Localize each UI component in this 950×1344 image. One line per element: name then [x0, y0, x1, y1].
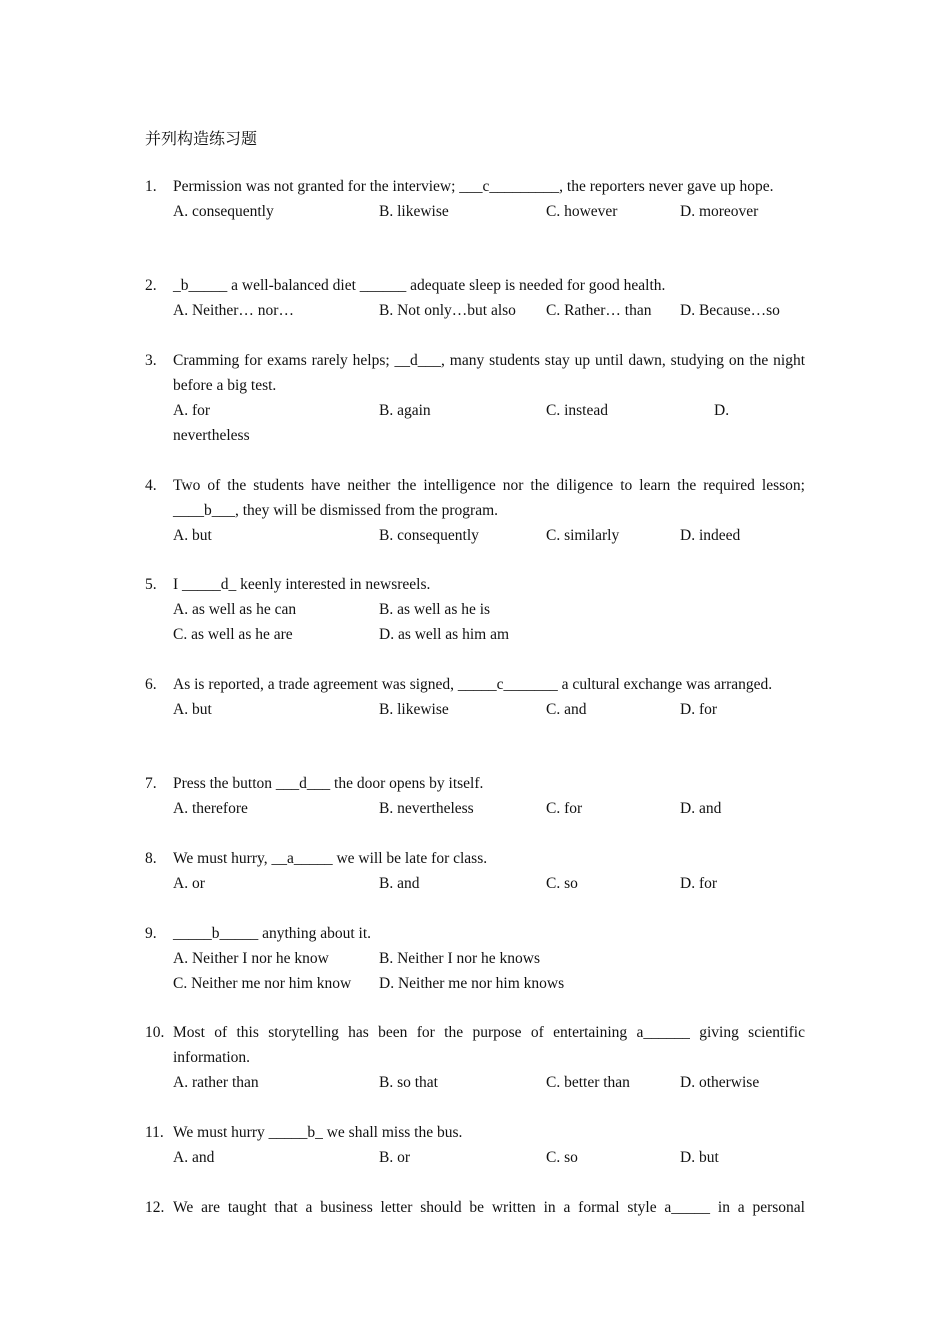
- question-number: 5.: [145, 576, 157, 593]
- question-number: 3.: [145, 352, 157, 369]
- option-a: A. or: [173, 875, 205, 892]
- question-stem: Permission was not granted for the interview; ___c_________, the reporters never gave up hope.: [173, 178, 774, 195]
- options-row: [173, 523, 805, 548]
- question-8: [145, 846, 805, 896]
- option-c: C. instead: [546, 402, 608, 419]
- question-number: 2.: [145, 277, 157, 294]
- question-number: 8.: [145, 850, 157, 867]
- option-b: B. or: [379, 1149, 410, 1166]
- option-b: B. again: [379, 402, 431, 419]
- question-number: 9.: [145, 925, 157, 942]
- option-c: C. so: [546, 1149, 578, 1166]
- option-a: A. Neither I nor he know: [173, 950, 329, 967]
- option-b: B. consequently: [379, 527, 479, 544]
- options-row: [173, 971, 805, 996]
- option-d: D. Because…so: [680, 302, 780, 319]
- option-d: D. otherwise: [680, 1074, 760, 1091]
- options-row: [173, 597, 805, 622]
- option-a: A. therefore: [173, 800, 248, 817]
- question-11: [145, 1120, 805, 1170]
- option-c: C. better than: [546, 1074, 630, 1091]
- option-c: C. however: [546, 203, 618, 220]
- option-a: A. Neither… nor…: [173, 302, 294, 319]
- option-d: D. moreover: [680, 203, 759, 220]
- options-row: [173, 298, 805, 323]
- question-number: 6.: [145, 676, 157, 693]
- option-c: C. Rather… than: [546, 302, 652, 319]
- option-b: B. as well as he is: [379, 601, 491, 618]
- option-d: D. for: [680, 875, 718, 892]
- question-10: [145, 1020, 805, 1095]
- question-number: 10.: [145, 1024, 165, 1041]
- question-stem: We must hurry _____b_ we shall miss the bus.: [173, 1124, 463, 1141]
- option-a: A. but: [173, 701, 212, 718]
- option-a: A. for: [173, 402, 211, 419]
- question-stem: _____b_____ anything about it.: [173, 925, 372, 942]
- question-stem: Most of this storytelling has been for the purpose of entertaining a______ giving scientific information.: [173, 1024, 805, 1066]
- options-row: [173, 796, 805, 821]
- question-number: 4.: [145, 477, 157, 494]
- question-stem: Two of the students have neither the intelligence nor the diligence to learn the required lesson; ____b___, they will be dismissed from the program.: [173, 477, 805, 519]
- question-stem: Press the button ___d___ the door opens by itself.: [173, 775, 484, 792]
- options-row: [173, 946, 805, 971]
- option-d: D. as well as him am: [379, 626, 510, 643]
- options-row: [173, 199, 805, 224]
- question-12: [145, 1195, 805, 1220]
- page-title: 并列构造练习题: [145, 131, 258, 148]
- option-a: A. but: [173, 527, 212, 544]
- question-2: [145, 273, 805, 323]
- question-1: [145, 174, 805, 224]
- option-b: B. Not only…but also: [379, 302, 516, 319]
- option-a: A. and: [173, 1149, 215, 1166]
- option-a: A. as well as he can: [173, 601, 297, 618]
- question-6: [145, 672, 805, 722]
- option-a: A. consequently: [173, 203, 274, 220]
- question-number: 1.: [145, 178, 157, 195]
- question-stem: Cramming for exams rarely helps; __d___, many students stay up until dawn, studying on the night before a big test.: [173, 352, 805, 394]
- question-number: 7.: [145, 775, 157, 792]
- options-row: [173, 871, 805, 896]
- option-c: C. so: [546, 875, 578, 892]
- option-a: A. rather than: [173, 1074, 259, 1091]
- option-d: D. and: [680, 800, 722, 817]
- options-row: [173, 1145, 805, 1170]
- option-d-prefix: D.: [714, 402, 730, 419]
- option-c: C. similarly: [546, 527, 620, 544]
- options-row: [173, 398, 805, 423]
- question-number: 12.: [145, 1199, 165, 1216]
- question-9: [145, 921, 805, 996]
- option-b: B. likewise: [379, 203, 449, 220]
- question-number: 11.: [145, 1124, 164, 1141]
- option-d: D. indeed: [680, 527, 741, 544]
- question-5: [145, 572, 805, 647]
- question-7: [145, 771, 805, 821]
- question-stem: As is reported, a trade agreement was signed, _____c_______ a cultural exchange was arranged.: [173, 676, 773, 693]
- options-row: [173, 1070, 805, 1095]
- question-4: [145, 473, 805, 548]
- option-b: B. likewise: [379, 701, 449, 718]
- option-b: B. and: [379, 875, 420, 892]
- option-b: B. Neither I nor he knows: [379, 950, 540, 967]
- option-d: D. for: [680, 701, 718, 718]
- question-stem: We are taught that a business letter should be written in a formal style a_____ in a personal: [173, 1199, 805, 1216]
- question-stem: We must hurry, __a_____ we will be late for class.: [173, 850, 488, 867]
- options-row: [173, 697, 805, 722]
- question-3: [145, 348, 805, 448]
- question-stem: I _____d_ keenly interested in newsreels.: [173, 576, 431, 593]
- option-c: C. and: [546, 701, 587, 718]
- option-d: D. Neither me nor him knows: [379, 975, 565, 992]
- option-b: B. so that: [379, 1074, 438, 1091]
- option-c: C. for: [546, 800, 583, 817]
- options-row: [173, 622, 805, 647]
- option-c: C. as well as he are: [173, 626, 293, 643]
- option-d: D. but: [680, 1149, 719, 1166]
- option-c: C. Neither me nor him know: [173, 975, 352, 992]
- option-d-wrapped: nevertheless: [173, 427, 250, 444]
- option-b: B. nevertheless: [379, 800, 474, 817]
- question-stem: _b_____ a well-balanced diet ______ adequate sleep is needed for good health.: [173, 277, 666, 294]
